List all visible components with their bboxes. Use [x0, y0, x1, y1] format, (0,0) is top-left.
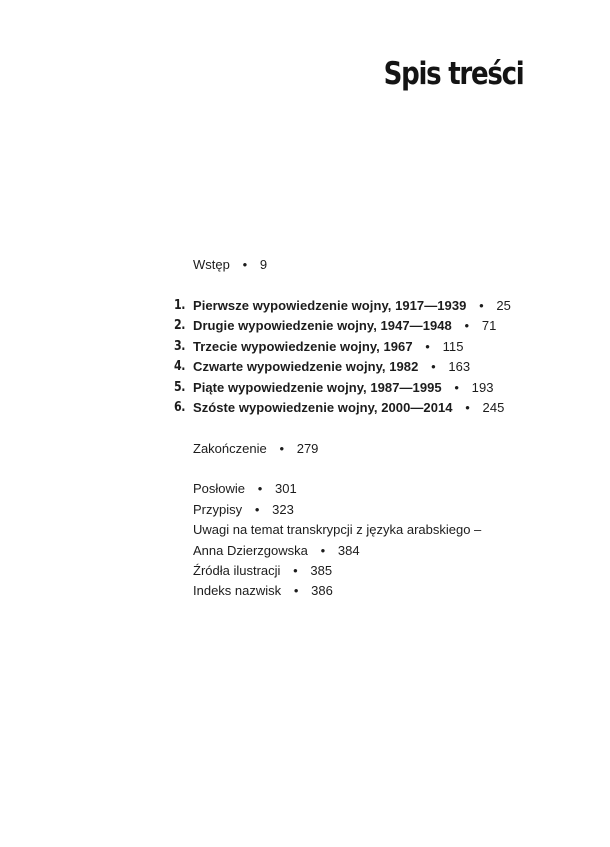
toc-entry-transcription-author	[193, 541, 360, 561]
chapter-number: 5.	[174, 380, 186, 395]
entry-label: Wstęp	[193, 257, 230, 272]
bullet-separator: •	[431, 359, 436, 374]
toc-entry-chapter-5	[174, 378, 494, 398]
entry-label: Szóste wypowiedzenie wojny, 2000—2014	[193, 400, 453, 415]
chapter-number: 1.	[174, 298, 186, 313]
toc-entry-chapter-4	[174, 357, 471, 377]
bullet-separator: •	[257, 481, 263, 496]
entry-page-number: 384	[337, 543, 360, 558]
entry-label: Piąte wypowiedzenie wojny, 1987—1995	[193, 380, 442, 395]
entry-label: Czwarte wypowiedzenie wojny, 1982	[193, 359, 419, 374]
entry-page-number: 301	[275, 481, 297, 496]
entry-page-number: 9	[259, 257, 268, 272]
bullet-separator: •	[254, 502, 260, 517]
entry-label: Indeks nazwisk	[193, 583, 282, 598]
chapter-number: 6.	[174, 400, 186, 415]
toc-entry-chapter-6	[174, 398, 505, 418]
entry-page-number: 245	[482, 400, 505, 415]
entry-label: Trzecie wypowiedzenie wojny, 1967	[193, 339, 413, 354]
toc-entry-conclusion	[193, 439, 318, 459]
bullet-separator: •	[465, 400, 470, 415]
toc-entry-name-index	[193, 581, 333, 601]
entry-label: Drugie wypowiedzenie wojny, 1947—1948	[193, 318, 452, 333]
entry-page-number: 279	[296, 441, 319, 456]
bullet-separator: •	[293, 563, 298, 578]
entry-page-number: 71	[481, 318, 497, 333]
toc-entry-chapter-1	[174, 296, 511, 316]
toc-entry-afterword	[193, 479, 297, 499]
entry-label: Uwagi na temat transkrypcji z języka arabskiego –	[193, 522, 482, 537]
bullet-separator: •	[464, 318, 470, 333]
chapter-number: 2.	[174, 318, 186, 333]
chapter-number: 4.	[174, 359, 186, 374]
entry-page-number: 386	[311, 583, 333, 598]
toc-entry-illustration-sources	[193, 561, 332, 581]
bullet-separator: •	[293, 583, 299, 598]
entry-page-number: 193	[471, 380, 494, 395]
entry-label: Źródła ilustracji	[193, 563, 281, 578]
entry-label: Zakończenie	[193, 441, 267, 456]
entry-label: Posłowie	[193, 481, 246, 496]
bullet-separator: •	[242, 257, 248, 272]
toc-entry-chapter-3	[174, 337, 464, 357]
toc-entry-footnotes	[193, 500, 294, 520]
bullet-separator: •	[279, 441, 284, 456]
entry-page-number: 115	[442, 339, 464, 354]
entry-page-number: 323	[272, 502, 294, 517]
entry-page-number: 163	[448, 359, 471, 374]
toc-entry-intro	[193, 255, 267, 275]
entry-page-number: 25	[496, 298, 511, 313]
toc-entry-chapter-2	[174, 316, 497, 336]
toc-entry-transcription-notes	[193, 520, 481, 540]
entry-label: Anna Dzierzgowska	[193, 543, 308, 558]
bullet-separator: •	[479, 298, 484, 313]
chapter-number: 3.	[174, 339, 186, 354]
bullet-separator: •	[320, 543, 326, 558]
bullet-separator: •	[425, 339, 430, 354]
entry-page-number: 385	[310, 563, 333, 578]
entry-label: Pierwsze wypowiedzenie wojny, 1917—1939	[193, 298, 467, 313]
bullet-separator: •	[454, 380, 459, 395]
entry-label: Przypisy	[193, 502, 243, 517]
page-title: Spis treści	[383, 56, 523, 92]
